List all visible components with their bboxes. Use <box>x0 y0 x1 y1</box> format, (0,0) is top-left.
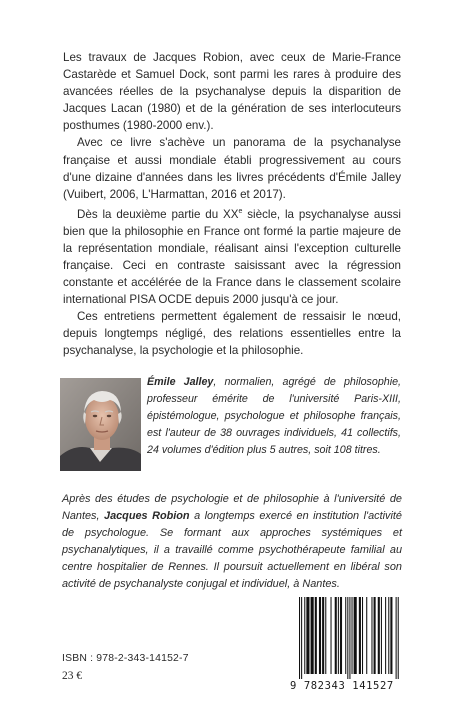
barcode-bar <box>388 597 389 674</box>
barcode-bar <box>385 597 386 674</box>
blurb-paragraph-1: Les travaux de Jacques Robion, avec ceux de Marie-France Castarède et Samuel Dock, sont parmi les rares à produire des avancées réelles de la psychanalyse depuis la disparition de Jacques Lacan (1980) et de la génération de ses interlocuteurs posthumes (1980-2000 env.). <box>63 51 401 133</box>
barcode-bar <box>299 597 300 679</box>
barcode-bar <box>378 597 380 674</box>
barcode-bar <box>319 597 321 674</box>
barcode-bar <box>335 597 337 674</box>
barcode-bar <box>347 597 348 679</box>
barcode-bar <box>366 597 367 674</box>
blurb-paragraph-3-start: Dès la deuxième partie du XX <box>77 207 239 221</box>
barcode-bar <box>322 597 324 674</box>
barcode-bar <box>396 597 397 679</box>
barcode-bar <box>362 597 363 674</box>
back-cover-blurb <box>63 49 401 360</box>
author-name-robion: Jacques Robion <box>104 510 190 523</box>
barcode-bar <box>340 597 342 674</box>
barcode-bar <box>345 597 346 674</box>
author-photo <box>60 378 141 471</box>
author-name-jalley: Émile Jalley <box>147 376 214 388</box>
author2-bio-start: Après des études de psychologie et de philosophie à l'université de Nantes, <box>62 493 402 523</box>
barcode-digits: 9 782343 141527 <box>290 680 394 692</box>
barcode-bar <box>398 597 399 679</box>
author-bio-robion <box>62 491 402 594</box>
barcode-bar <box>306 597 309 674</box>
author-bio-text: , normalien, agrégé de philosophie, professeur émérite de l'université Paris-XIII, épistémologue, psychologue et philosophe français, est l'auteur de 38 ouvrages individuels, 41 collectifs, 24 volumes d'édition plus 5 autres, soit 108 titres. <box>147 376 401 457</box>
author2-bio-rest: a longtemps exercé en institution l'activité de psychologue. Se formant aux approches systémiques et psychanalytiques, il a travaillé comme psychothérapeute familial au centre hospitalier de Rennes. Il poursuit actuellement en libéral son activité de psychanalyste conjugal et individuel, à Nantes. <box>62 510 402 591</box>
blurb-paragraph-3-rest: siècle, la psychanalyse aussi bien que la philosophie en France ont formé la partie majeure de la représentation mondiale, réalisant ainsi l'exception culturelle française. Ceci en contraste saisissant avec la régression constante et accélérée de la France dans le classement scolaire international PISA OCDE depuis 2000 jusqu'à ce jour. <box>63 207 401 307</box>
barcode-bar <box>331 597 332 674</box>
barcode-bar <box>354 597 357 674</box>
barcode-bar <box>349 597 350 679</box>
author-bio-jalley <box>147 374 401 459</box>
blurb-paragraph-2: Avec ce livre s'achève un panorama de la psychanalyse française et aussi mondiale établi progressivement au cours d'une dizaine d'années dans les livres précédents d'Émile Jalley (Vuibert, 2006, L'Harmattan, 2016 et 2017). <box>63 136 401 201</box>
century-superscript: e <box>238 207 243 215</box>
price-label: 23 € <box>62 670 83 682</box>
barcode <box>290 593 408 693</box>
barcode-bar <box>315 597 317 674</box>
barcode-bar <box>352 597 353 674</box>
blurb-paragraph-4: Ces entretiens permettent également de ressaisir le nœud, depuis longtemps négligé, des relations essentielles entre la psychanalyse, la psychologie et la philosophie. <box>63 310 401 358</box>
barcode-bar <box>390 597 392 674</box>
author-portrait-image <box>60 378 141 471</box>
barcode-bar <box>374 597 376 674</box>
barcode-bar <box>325 597 326 674</box>
barcode-bar <box>301 597 302 679</box>
barcode-bars <box>290 593 408 681</box>
barcode-bar <box>311 597 314 674</box>
barcode-bar <box>338 597 339 674</box>
blurb-paragraph-3 <box>63 203 401 308</box>
barcode-bar <box>371 597 372 674</box>
isbn-label: ISBN : 978-2-343-14152-7 <box>62 653 189 664</box>
barcode-bar <box>359 597 361 674</box>
barcode-bar <box>381 597 382 674</box>
barcode-bar <box>304 597 305 674</box>
